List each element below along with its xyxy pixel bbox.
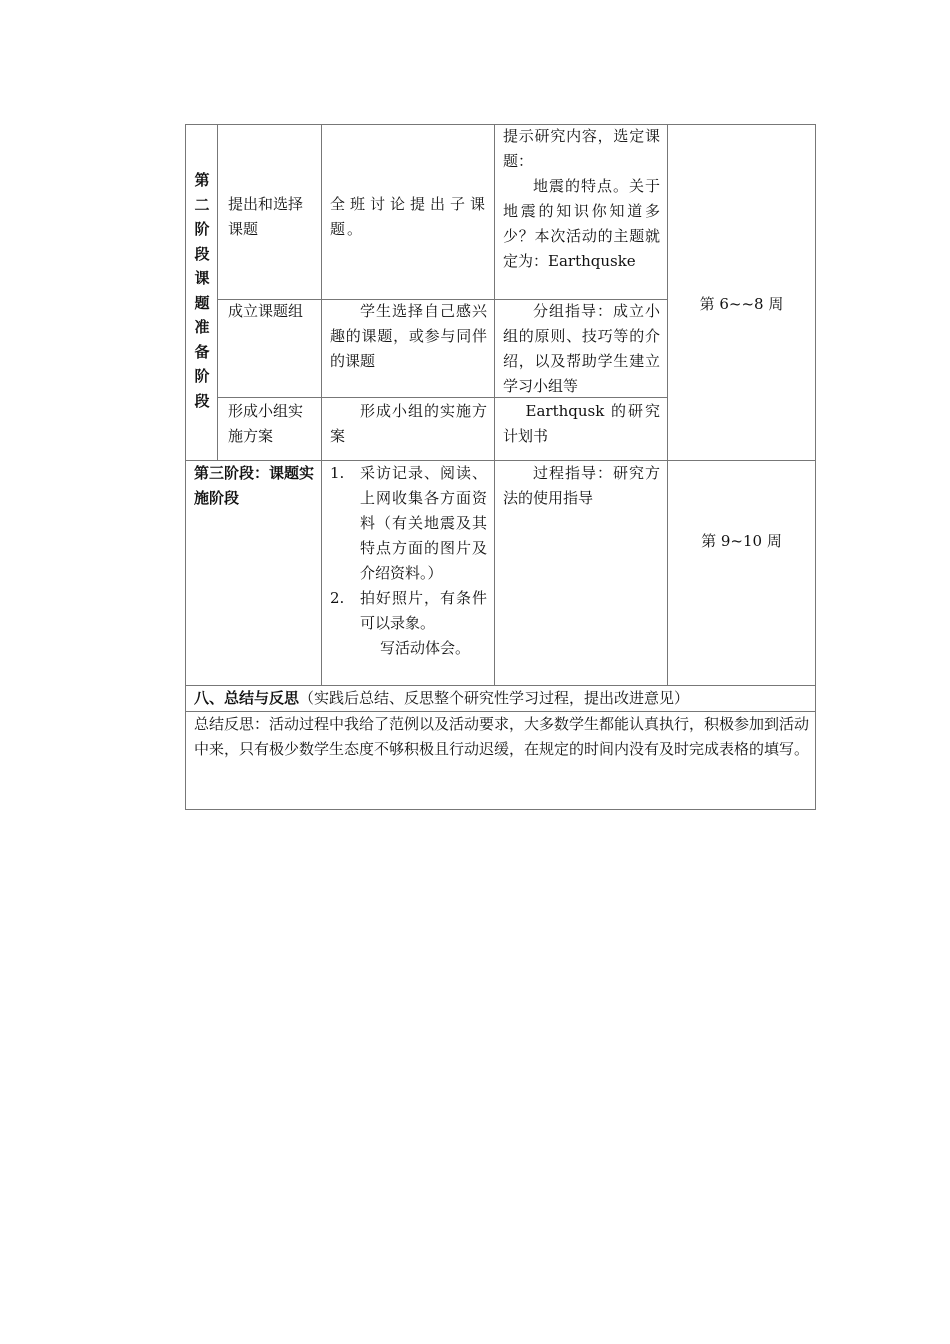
list-item: 2. 拍好照片，有条件可以录象。 bbox=[330, 589, 487, 632]
teacher-guidance-cell: 分组指导：成立小组的原则、技巧等的介绍，以及帮助学生建立学习小组等 bbox=[503, 302, 660, 395]
stage3-title: 第三阶段：课题实施阶段 bbox=[194, 464, 315, 507]
step-cell: 提出和选择课题 bbox=[228, 195, 304, 238]
student-activity-cell: 学生选择自己感兴趣的课题，或参与同伴的课题 bbox=[330, 302, 487, 370]
step-cell: 形成小组实施方案 bbox=[228, 402, 304, 445]
teacher-guidance-cell: Earthqusk 的研究计划书 bbox=[503, 402, 660, 445]
plan-table bbox=[185, 124, 816, 810]
step-cell: 成立课题组 bbox=[228, 302, 304, 320]
stage2-title: 第 二 阶 段 课 题 准 备 阶 段 bbox=[194, 171, 210, 410]
section8-heading: 八、总结与反思（实践后总结、反思整个研究性学习过程，提出改进意见） bbox=[194, 689, 690, 707]
section8-body: 总结反思：活动过程中我给了范例以及活动要求，大多数学生都能认真执行，积极参加到活动中来，只有极少数学生态度不够积极且行动迟缓，在规定的时间内没有及时完成表格的填写。 bbox=[194, 715, 810, 758]
teacher-guidance-cell: 提示研究内容，选定课题： 地震的特点。关于地震的知识你知道多少？本次活动的主题就定为：Earthquske bbox=[503, 127, 660, 270]
stage3-student-activities: 1. 采访记录、阅读、上网收集各方面资料（有关地震及其特点方面的图片及介绍资料。） 2. 拍好照片，有条件可以录象。 写活动体会。 bbox=[330, 461, 487, 661]
stage2-week: 第 6~~8 周 bbox=[699, 295, 784, 313]
student-activity-cell: 形成小组的实施方案 bbox=[330, 402, 487, 445]
list-item: 1. 采访记录、阅读、上网收集各方面资料（有关地震及其特点方面的图片及介绍资料。） bbox=[330, 464, 487, 582]
stage3-teacher-guidance: 过程指导：研究方法的使用指导 bbox=[503, 464, 660, 507]
student-activity-cell: 全班讨论提出子课题。 bbox=[330, 195, 487, 238]
stage3-week: 第 9~10 周 bbox=[701, 532, 782, 550]
